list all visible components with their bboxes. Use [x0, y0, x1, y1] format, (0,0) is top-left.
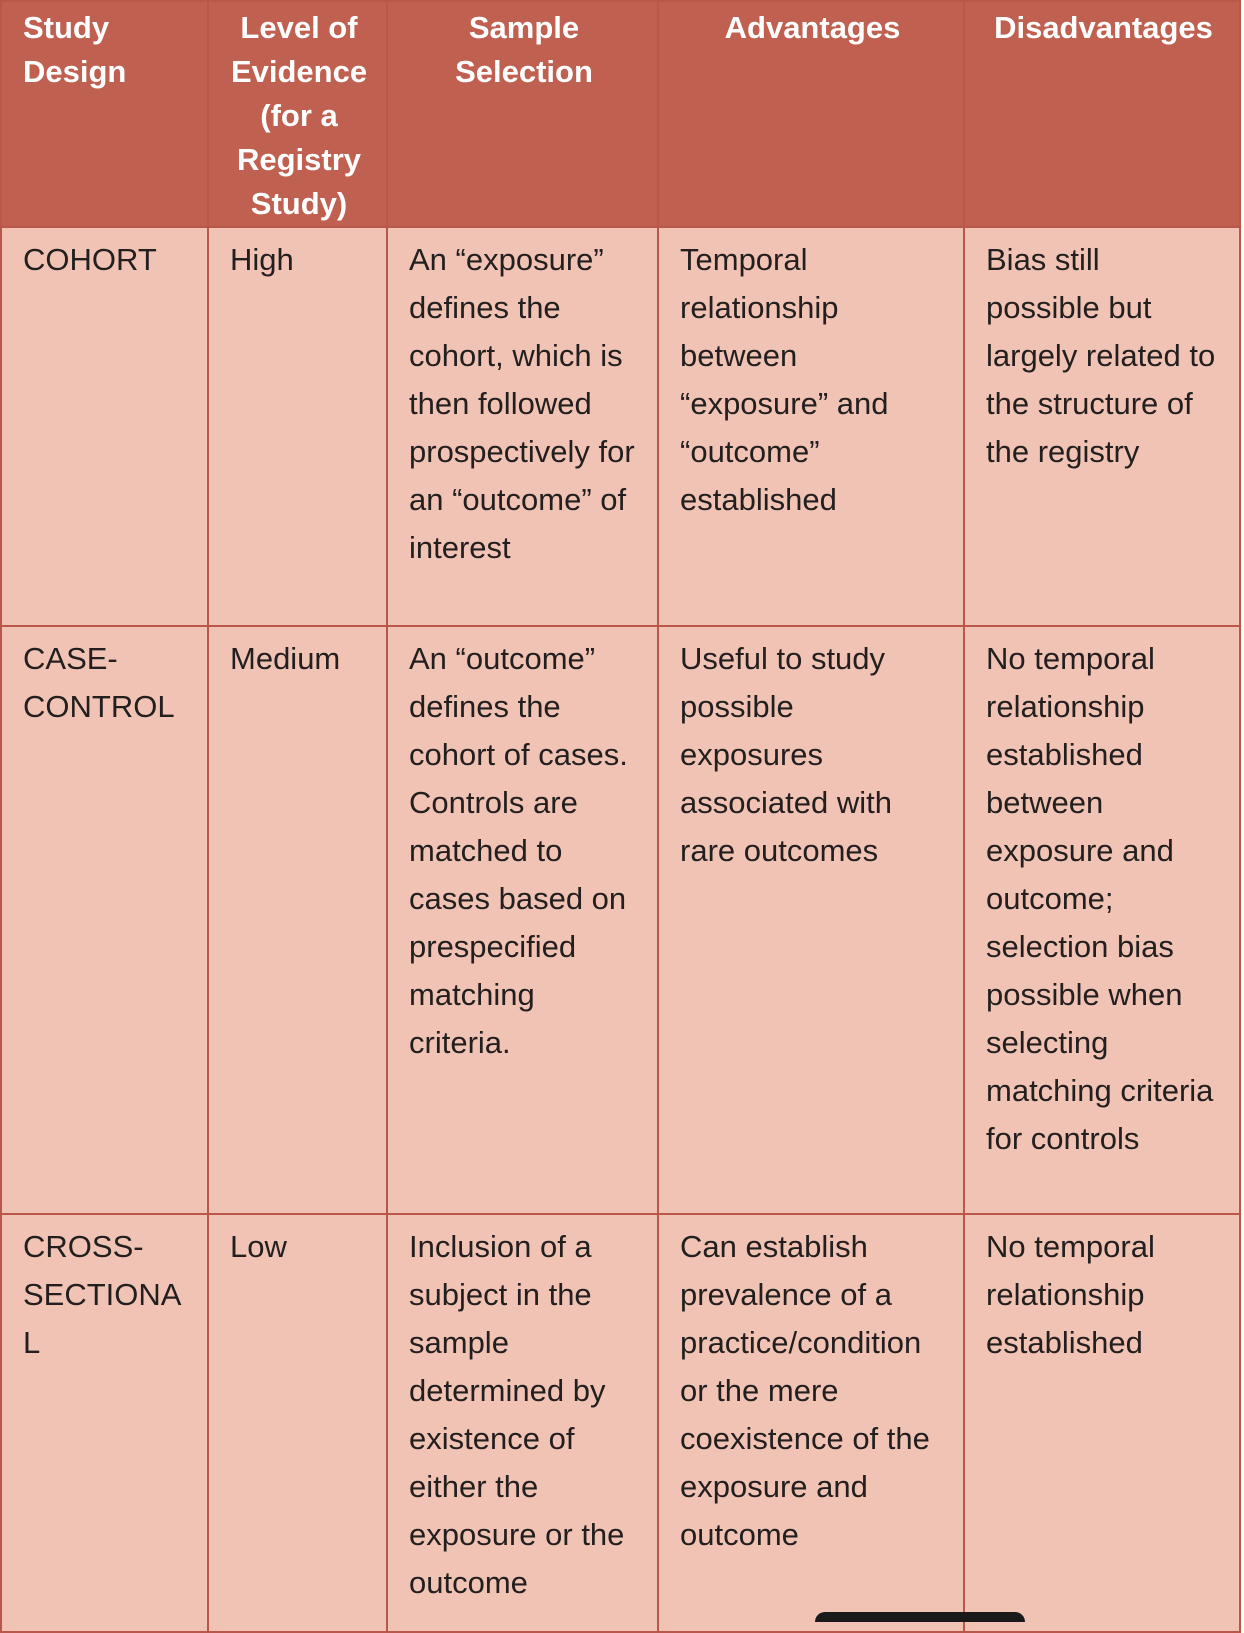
cell-level-of-evidence: Medium	[208, 626, 387, 1214]
cell-disadvantages: No temporal relationship established between exposure and outcome; selection bias possible when selecting matching criteria for controls	[964, 626, 1240, 1214]
scroll-indicator	[815, 1612, 1025, 1622]
cell-advantages: Temporal relationship between “exposure” and “outcome” established	[658, 227, 964, 626]
cell-disadvantages: No temporal relationship established	[964, 1214, 1240, 1632]
header-row	[1, 1, 1240, 227]
cell-study-design: CROSS-SECTIONAL	[1, 1214, 208, 1632]
cell-level-of-evidence: Low	[208, 1214, 387, 1632]
cell-disadvantages: Bias still possible but largely related to the structure of the registry	[964, 227, 1240, 626]
cell-study-design: COHORT	[1, 227, 208, 626]
header-sample-selection: Sample Selection	[387, 1, 658, 227]
cell-sample-selection: Inclusion of a subject in the sample determined by existence of either the exposure or the outcome	[387, 1214, 658, 1632]
cell-level-of-evidence: High	[208, 227, 387, 626]
table-body	[1, 227, 1240, 1632]
header-study-design: Study Design	[1, 1, 208, 227]
cell-advantages: Useful to study possible exposures associated with rare outcomes	[658, 626, 964, 1214]
header-level-of-evidence: Level of Evidence (for a Registry Study)	[208, 1, 387, 227]
table-row	[1, 626, 1240, 1214]
header-disadvantages: Disadvantages	[964, 1, 1240, 227]
table-row	[1, 227, 1240, 626]
header-advantages: Advantages	[658, 1, 964, 227]
cell-study-design: CASE-CONTROL	[1, 626, 208, 1214]
cell-sample-selection: An “exposure” defines the cohort, which is then followed prospectively for an “outcome” of interest	[387, 227, 658, 626]
cell-advantages: Can establish prevalence of a practice/condition or the mere coexistence of the exposure and outcome	[658, 1214, 964, 1632]
cell-sample-selection: An “outcome” defines the cohort of cases. Controls are matched to cases based on prespecified matching criteria.	[387, 626, 658, 1214]
table-header	[1, 1, 1240, 227]
table-row	[1, 1214, 1240, 1632]
